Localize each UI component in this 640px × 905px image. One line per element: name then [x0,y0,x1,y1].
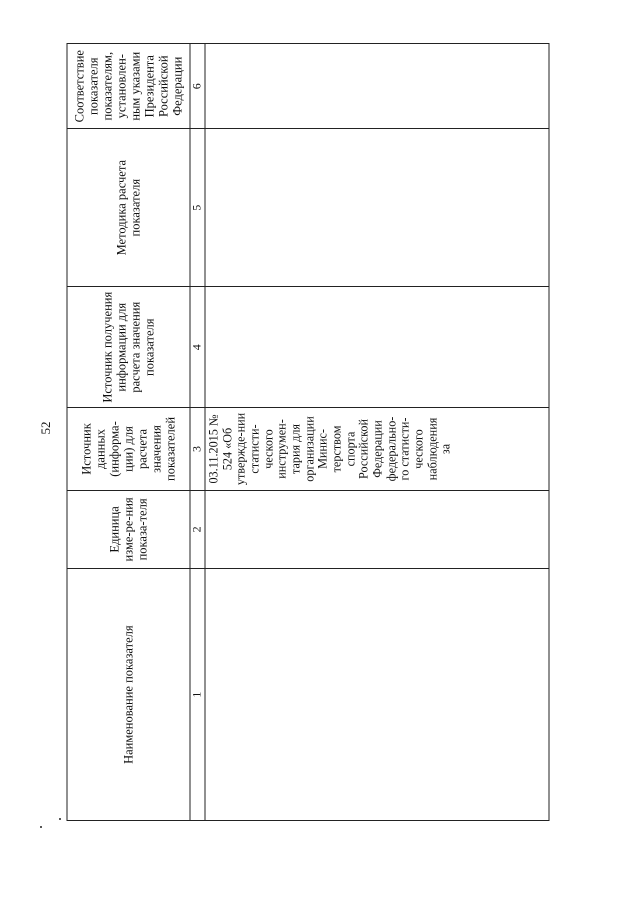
table-cell [205,44,549,129]
header-data-source: Источник данных (информа-ции) для расчета значения показателей [67,408,190,490]
header-unit: Единица изме-ре-ния показа-теля [67,490,190,569]
header-presidential-compliance: Соответствие показателя показателям, установлен-ным указами Президента Российской Федерации [67,44,190,129]
column-number: 4 [190,286,205,407]
indicator-table-frame [66,43,581,821]
rotated-table-wrapper [66,43,581,821]
column-number: 3 [190,408,205,490]
header-calculation-method: Методика расчета показателя [67,129,190,287]
table-row [205,44,549,821]
column-number: 1 [190,569,205,821]
header-indicator-name: Наименование показателя [67,569,190,821]
column-number: 6 [190,44,205,129]
table-cell [205,286,549,407]
page-number: 52 [38,421,53,435]
column-number: 5 [190,129,205,287]
scan-mark [59,818,61,820]
column-number-row [190,44,205,821]
header-info-source: Источник получения информации для расчета значения показателя [67,286,190,407]
table-cell [205,569,549,821]
table-cell [205,490,549,569]
table-header-row [67,44,190,821]
column-number: 2 [190,490,205,569]
table-cell-data-source: 03.11.2015 № 524 «Об утвержде-нии статисти-ческого инструмен-тария для организации Минис-терством спорта Российской Федерации федерально-го статисти-ческого наблюдения за [205,408,549,490]
indicator-table [66,43,549,821]
table-cell [205,129,549,287]
scan-mark [40,826,42,828]
